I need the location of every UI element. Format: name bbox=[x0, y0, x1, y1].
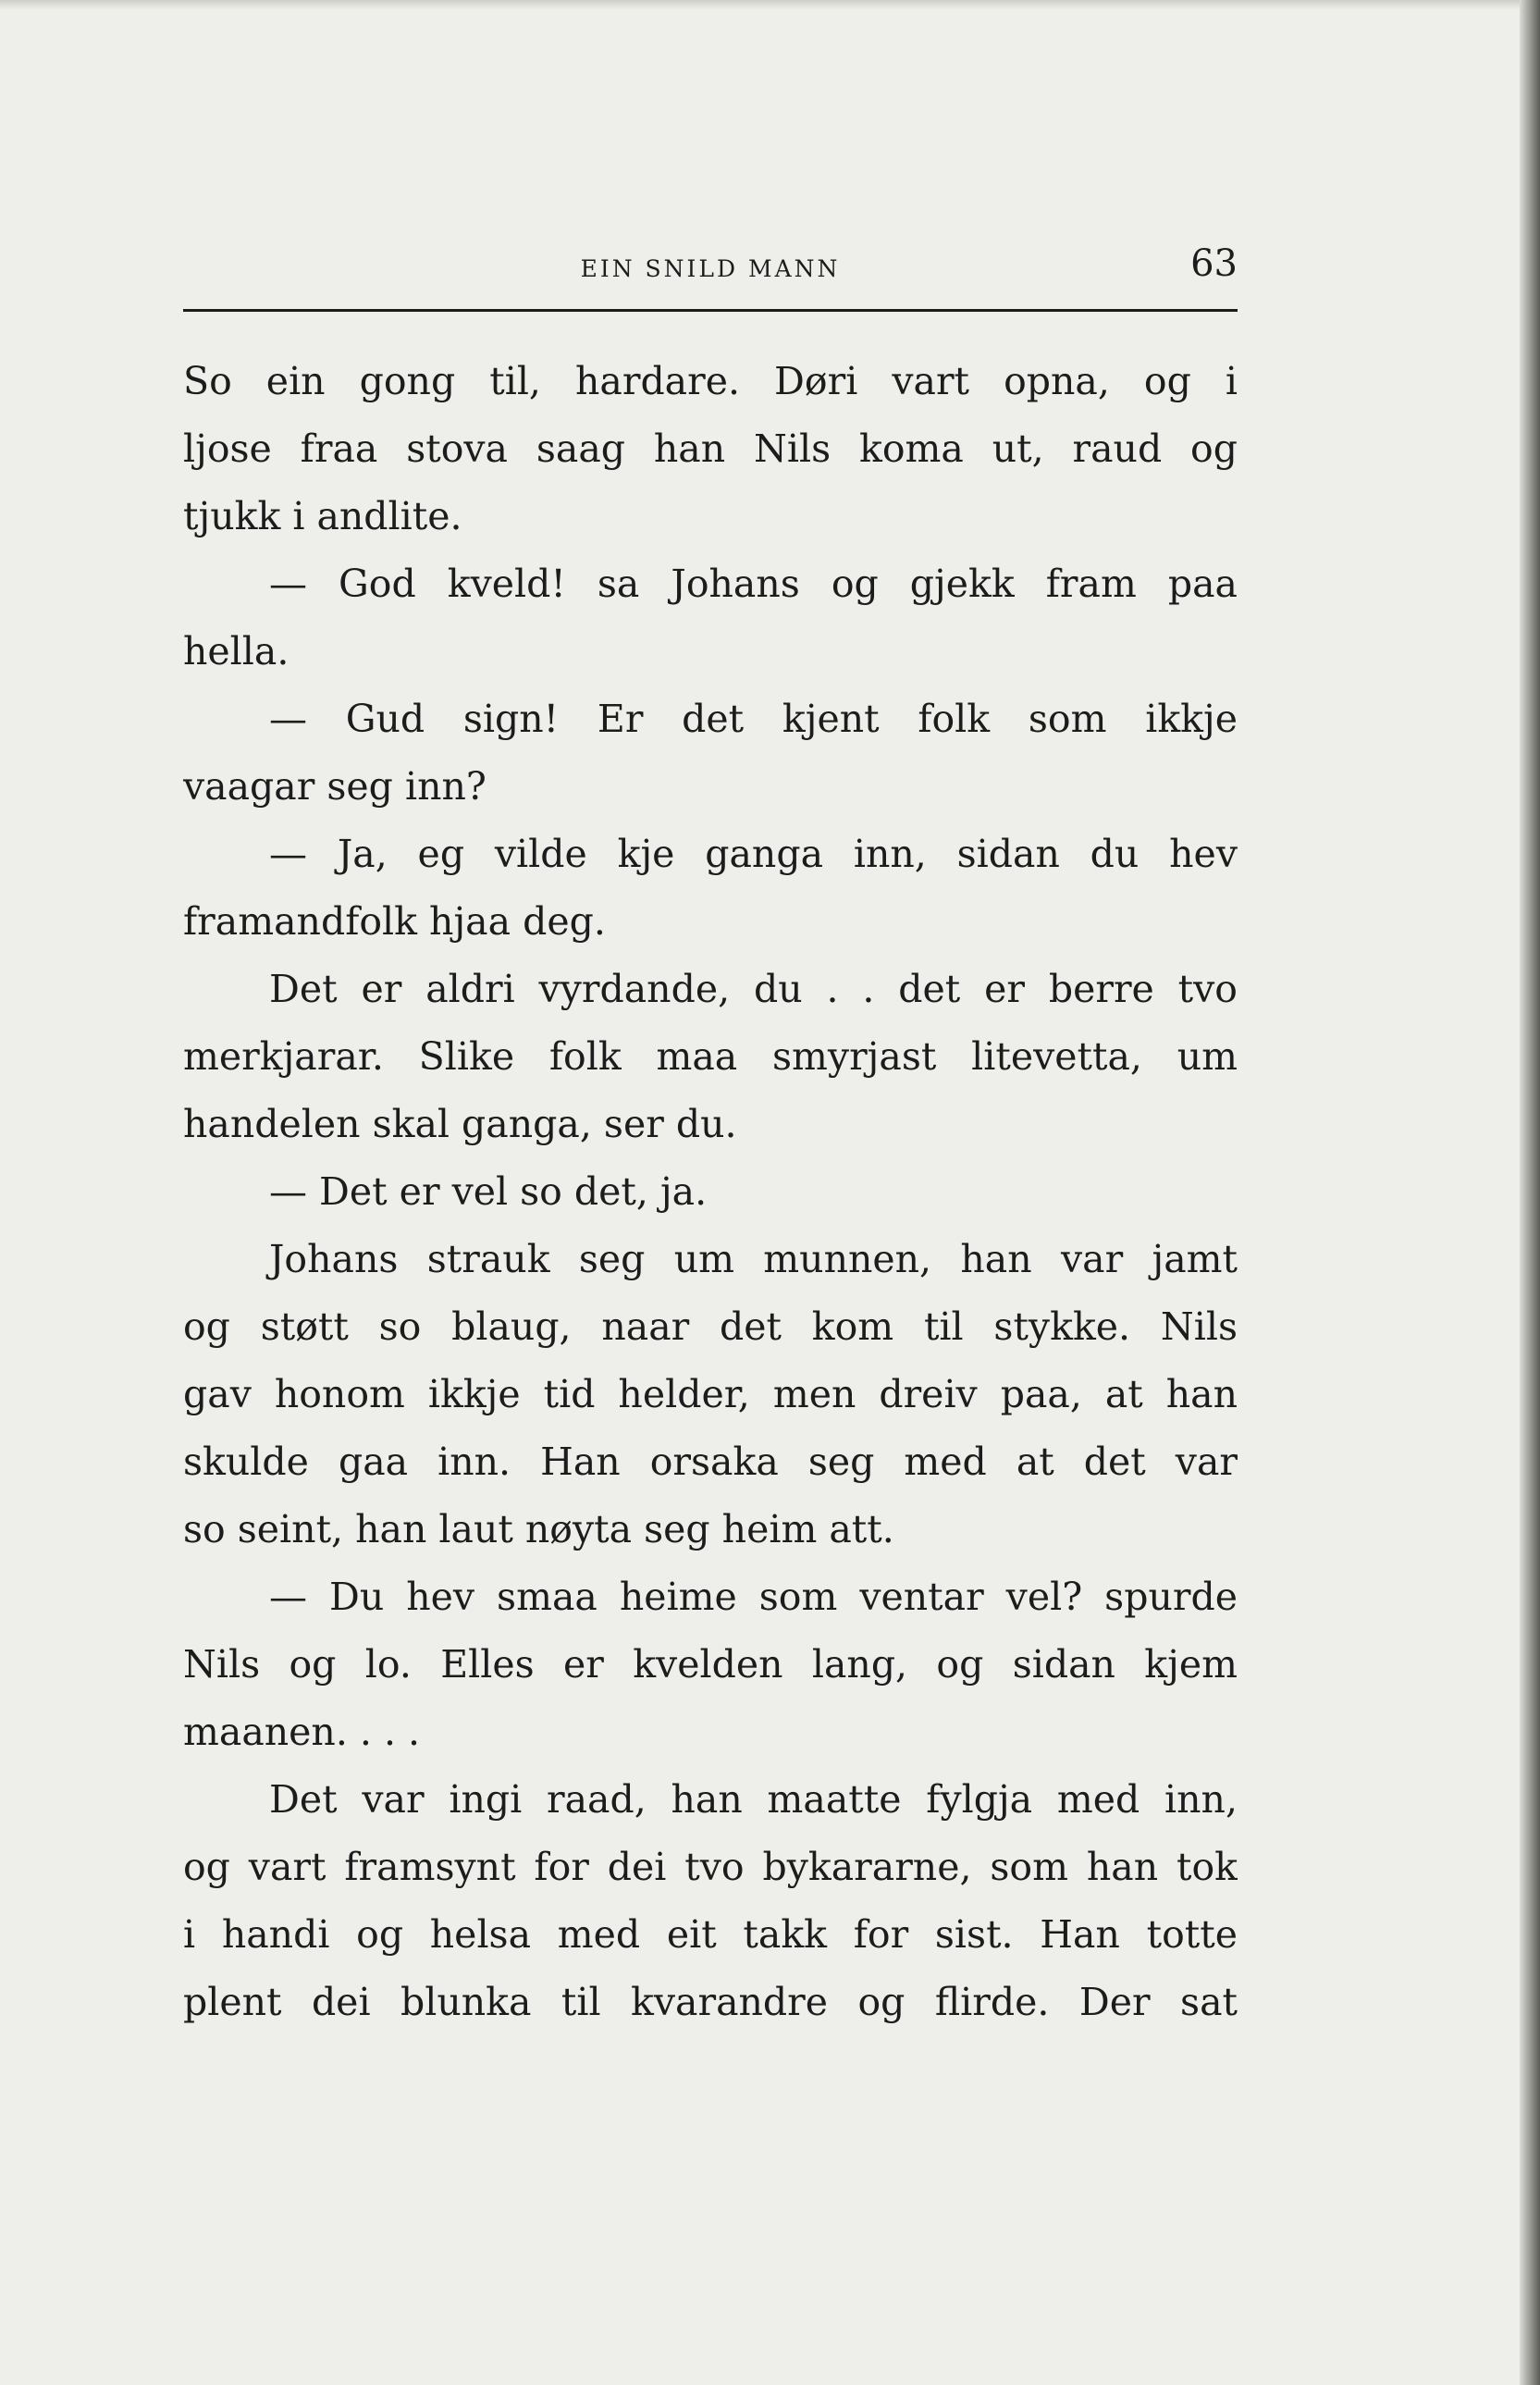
running-title: EIN SNILD MANN bbox=[580, 255, 841, 282]
page-top-edge bbox=[0, 0, 1540, 9]
text-line: skulde gaa inn. Han orsaka seg med at det var bbox=[183, 1440, 1238, 1484]
text-line: — Du hev smaa heime som ventar vel? spurde bbox=[269, 1575, 1238, 1619]
body-text bbox=[183, 348, 1238, 2036]
text-line: Det var ingi raad, han maatte fylgja med inn, bbox=[269, 1777, 1238, 1822]
text-line: tjukk i andlite. bbox=[183, 494, 462, 538]
text-line: — Det er vel so det, ja. bbox=[269, 1169, 708, 1214]
page-header bbox=[183, 242, 1238, 303]
text-line: ljose fraa stova saag han Nils koma ut, raud og bbox=[183, 426, 1238, 471]
text-line: og vart framsynt for dei tvo bykararne, som han tok bbox=[183, 1845, 1238, 1889]
text-line: plent dei blunka til kvarandre og flirde. Der sat bbox=[183, 1980, 1238, 2024]
text-line: merkjarar. Slike folk maa smyrjast litevetta, um bbox=[183, 1034, 1238, 1079]
text-line: i handi og helsa med eit takk for sist. Han totte bbox=[183, 1912, 1238, 1957]
text-line: — Ja, eg vilde kje ganga inn, sidan du hev bbox=[269, 832, 1238, 876]
page-right-edge bbox=[1520, 0, 1540, 2385]
page-number: 63 bbox=[1190, 242, 1238, 285]
text-line: Det er aldri vyrdande, du . . det er berre tvo bbox=[269, 967, 1238, 1011]
text-line: framandfolk hjaa deg. bbox=[183, 899, 606, 944]
header-rule bbox=[183, 309, 1238, 312]
text-line: so seint, han laut nøyta seg heim att. bbox=[183, 1507, 894, 1551]
text-line: — God kveld! sa Johans og gjekk fram paa bbox=[269, 562, 1238, 606]
text-line: So ein gong til, hardare. Døri vart opna, og i bbox=[183, 359, 1238, 403]
text-line: handelen skal ganga, ser du. bbox=[183, 1102, 737, 1146]
text-line: hella. bbox=[183, 629, 290, 673]
text-line: gav honom ikkje tid helder, men dreiv paa, at han bbox=[183, 1372, 1238, 1416]
text-line: og støtt so blaug, naar det kom til stykke. Nils bbox=[183, 1304, 1238, 1349]
text-line: Nils og lo. Elles er kvelden lang, og sidan kjem bbox=[183, 1642, 1238, 1687]
text-line: Johans strauk seg um munnen, han var jamt bbox=[269, 1237, 1238, 1281]
text-line: vaagar seg inn? bbox=[183, 764, 487, 809]
text-line: — Gud sign! Er det kjent folk som ikkje bbox=[269, 697, 1238, 741]
text-line: maanen. . . . bbox=[183, 1710, 421, 1754]
